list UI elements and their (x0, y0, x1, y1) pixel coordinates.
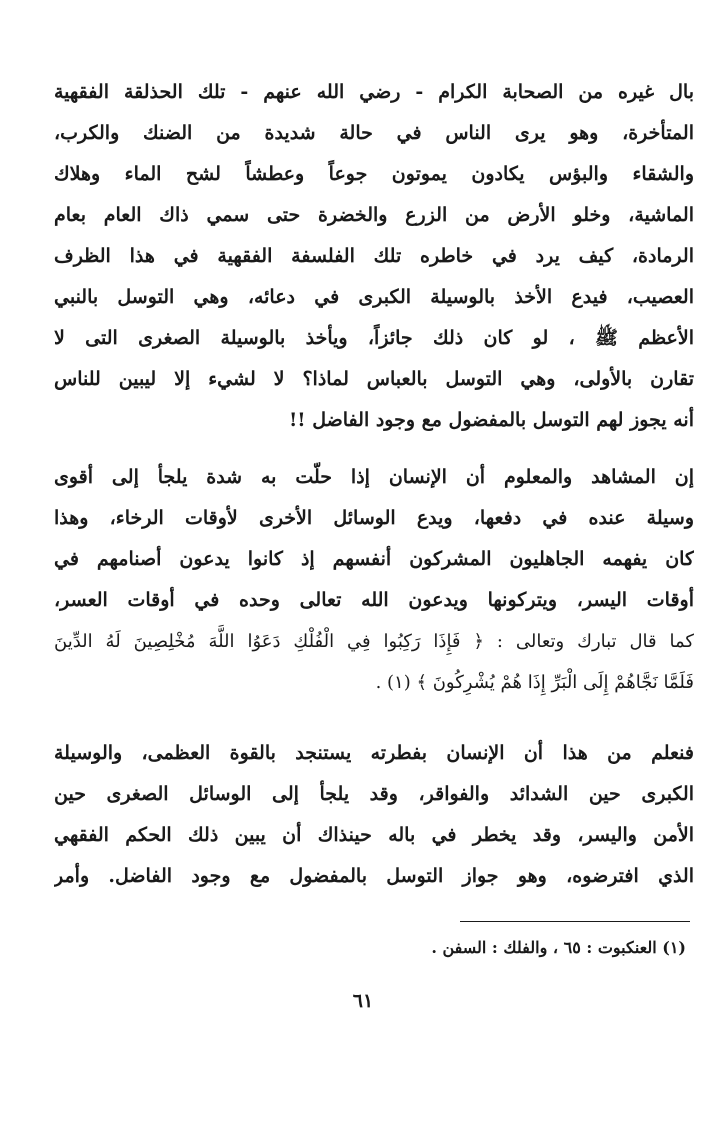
text-line: الأعظم ﷺ ، لو كان ذلك جائزاً، ويأخذ بالوسيلة الصغرى التى لا (54, 327, 694, 349)
text-line: الكبرى حين الشدائد والفواقر، وقد يلجأ إلى الوسائل الصغرى حين (54, 783, 694, 805)
text-line: فنعلم من هذا أن الإنسان بفطرته يستنجد بالقوة العظمى، والوسيلة (54, 742, 694, 764)
text-line: أوقات اليسر، ويتركونها ويدعون الله تعالى وحده في أوقات العسر، (54, 589, 694, 611)
footnote: (١) العنكبوت : ٦٥ ، والفلك : السفن . (431, 938, 686, 957)
paragraph-1 (54, 72, 694, 441)
text-line: المتأخرة، وهو يرى الناس في حالة شديدة من الضنك والكرب، (54, 122, 694, 144)
quran-verse-line: فَلَمَّا نَجَّاهُمْ إِلَى الْبَرِّ إِذَا هُمْ يُشْرِكُونَ ﴾ (١) . (375, 672, 694, 693)
text-line: والشقاء والبؤس يكادون يموتون جوعاً وعطشاً لشح الماء وهلاك (54, 163, 694, 185)
text-line: الرمادة، كيف يرد في خاطره تلك الفلسفة الفقهية في هذا الظرف (54, 245, 694, 267)
text-line: الأمن واليسر، وقد يخطر في باله حينذاك أن يبين ذلك الحكم الفقهي (54, 824, 694, 846)
paragraph-3 (54, 733, 694, 897)
text-line: إن المشاهد والمعلوم أن الإنسان إذا حلّت به شدة يلجأ إلى أقوى (54, 466, 694, 488)
text-line: بال غيره من الصحابة الكرام - رضي الله عنهم - تلك الحذلقة الفقهية (54, 81, 694, 103)
text-line: الذي افترضوه، وهو جواز التوسل بالمفضول مع وجود الفاضل. وأمر (54, 865, 694, 887)
text-line: كان يفهمه الجاهليون المشركون أنفسهم إذ كانوا يدعون أصنامهم في (54, 548, 694, 570)
text-line: العصيب، فيدع الأخذ بالوسيلة الكبرى في دعائه، وهي التوسل بالنبي (54, 286, 694, 308)
text-line: تقارن بالأولى، وهي التوسل بالعباس لماذا؟ لا لشيء إلا ليبين للناس (54, 368, 694, 390)
text-line: أنه يجوز لهم التوسل بالمفضول مع وجود الفاضل !! (288, 409, 694, 431)
text-line: وسيلة عنده في دفعها، ويدع الوسائل الأخرى لأوقات الرخاء، وهذا (54, 507, 694, 529)
paragraph-2 (54, 457, 694, 703)
text-line: الماشية، وخلو الأرض من الزرع والخضرة حتى سمي ذاك العام بعام (54, 204, 694, 226)
footnote-divider (460, 921, 690, 922)
page-number: ٦١ (352, 990, 374, 1012)
quran-verse-line: كما قال تبارك وتعالى : ﴿ فَإِذَا رَكِبُوا فِي الْفُلْكِ دَعَوُا اللَّهَ مُخْلِصِينَ لَهُ الدِّينَ (54, 631, 694, 652)
